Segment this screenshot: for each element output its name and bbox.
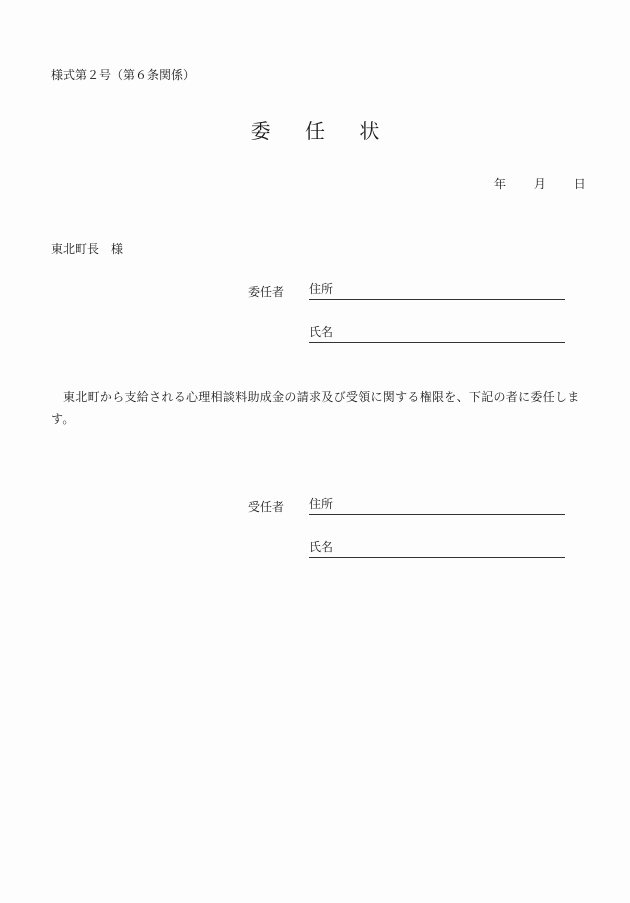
addressee: 東北町長 様 xyxy=(51,242,124,256)
date-day-label: 日 xyxy=(573,177,586,191)
delegator-role-label: 委任者 xyxy=(248,285,285,299)
document-title: 委 任 状 xyxy=(250,119,394,143)
delegator-address-field[interactable] xyxy=(309,282,565,300)
delegator-address-label: 住所 xyxy=(309,282,334,296)
delegate-address-field[interactable] xyxy=(309,497,565,515)
delegate-name-field[interactable] xyxy=(309,540,565,558)
date-line xyxy=(494,175,586,192)
body-text: 東北町から支給される心理相談料助成金の請求及び受領に関する権限を、下記の者に委任します。 xyxy=(51,390,580,426)
date-year-label: 年 xyxy=(494,177,507,191)
delegate-name-label: 氏名 xyxy=(309,540,334,554)
delegate-role-label: 受任者 xyxy=(248,500,285,514)
form-number: 様式第２号（第６条関係） xyxy=(51,68,196,82)
delegate-address-label: 住所 xyxy=(309,497,334,511)
delegator-name-label: 氏名 xyxy=(309,325,334,339)
date-month-label: 月 xyxy=(533,177,546,191)
delegator-name-field[interactable] xyxy=(309,325,565,343)
